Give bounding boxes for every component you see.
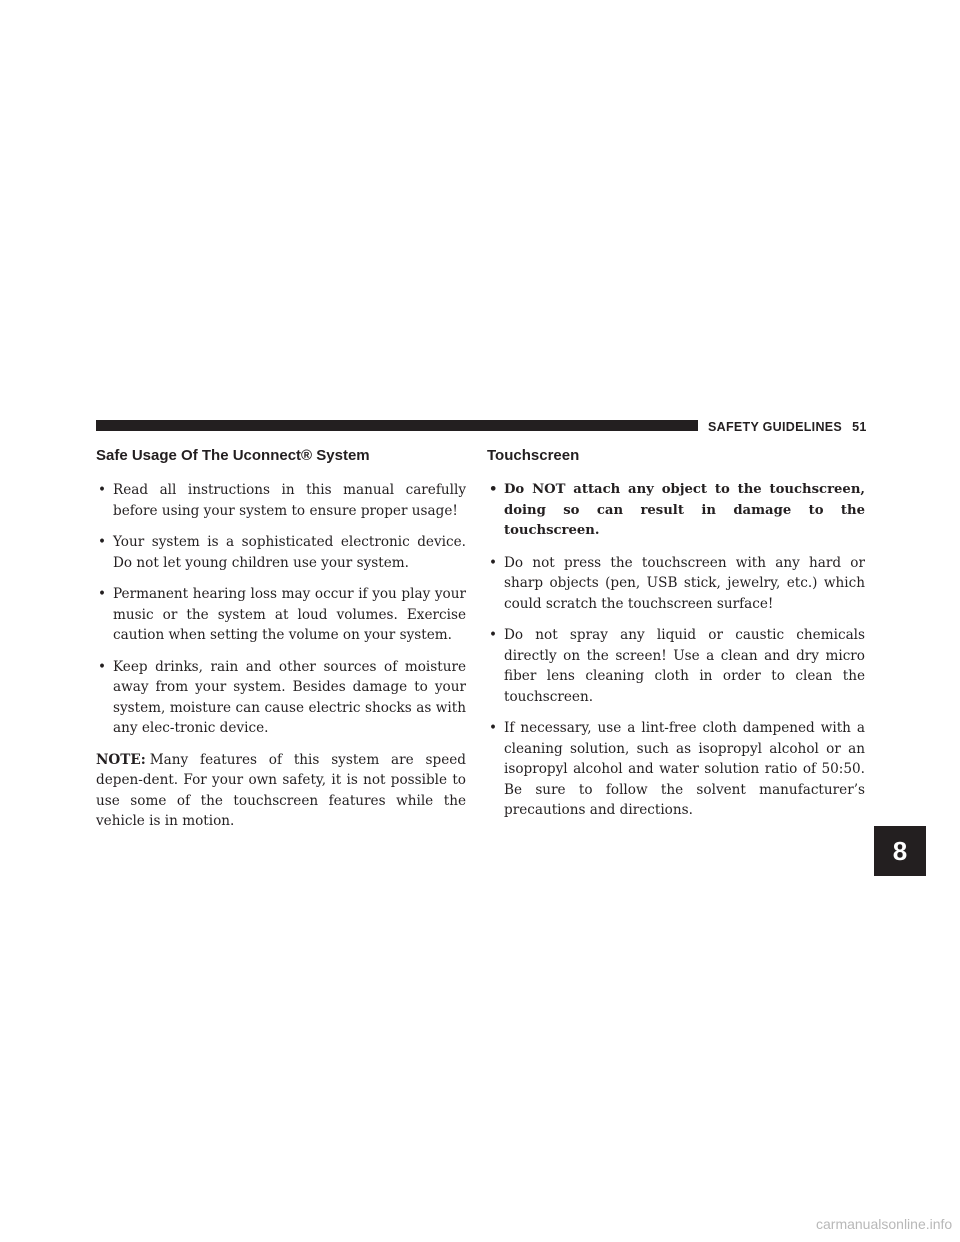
note-paragraph xyxy=(96,750,466,832)
list-item: • Your system is a sophisticated electronic device. Do not let young children use your system. xyxy=(98,534,466,571)
header-rule xyxy=(96,420,698,431)
list-item: • Keep drinks, rain and other sources of moisture away from your system. Besides damage to your system, moisture can cause electric shocks as with any elec-tronic device. xyxy=(98,658,466,736)
list-item: • If necessary, use a lint-free cloth dampened with a cleaning solution, such as isopropyl alcohol or an isopropyl alcohol and water solution ratio of 50:50. Be sure to follow the solvent manufacturer’s precautions and directions. xyxy=(489,720,865,818)
section-title: SAFETY GUIDELINES xyxy=(708,420,843,434)
section-heading-touchscreen: Touchscreen xyxy=(487,447,580,464)
bullet-icon: • xyxy=(98,658,107,675)
bullet-icon: • xyxy=(489,720,498,736)
note-label: NOTE: xyxy=(96,751,146,768)
touchscreen-list xyxy=(487,480,865,821)
safe-usage-list xyxy=(96,480,466,739)
list-item: • Permanent hearing loss may occur if you play your music or the system at loud volumes. Exercise caution when setting the volume on your system. xyxy=(98,586,466,643)
list-item: • Read all instructions in this manual carefully before using your system to ensure proper usage! xyxy=(98,482,466,519)
left-column xyxy=(96,446,466,832)
list-item-warning: • Do NOT attach any object to the touchscreen, doing so can result in damage to the touchscreen. xyxy=(489,482,865,538)
chapter-tab: 8 xyxy=(874,826,926,876)
right-column xyxy=(487,446,865,832)
bullet-icon: • xyxy=(489,554,498,571)
watermark-text: carmanualsonline.info xyxy=(816,1216,953,1232)
page-number: 51 xyxy=(852,420,867,434)
bullet-icon: • xyxy=(98,534,107,550)
bullet-icon: • xyxy=(489,627,498,643)
note-text: Many features of this system are speed depen-dent. For your own safety, it is not possible to use some of the touchscreen features while the vehicle is in motion. xyxy=(96,751,466,829)
section-heading-safe-usage: Safe Usage Of The Uconnect® System xyxy=(96,447,370,464)
bullet-icon: • xyxy=(489,482,498,497)
list-item: • Do not spray any liquid or caustic chemicals directly on the screen! Use a clean and dry micro fiber lens cleaning cloth in order to clean the touchscreen. xyxy=(489,627,865,705)
list-item: • Do not press the touchscreen with any hard or sharp objects (pen, USB stick, jewelry, etc.) which could scratch the touchscreen surface! xyxy=(489,554,865,612)
running-header xyxy=(708,419,867,435)
bullet-icon: • xyxy=(98,586,107,602)
bullet-icon: • xyxy=(98,482,107,498)
